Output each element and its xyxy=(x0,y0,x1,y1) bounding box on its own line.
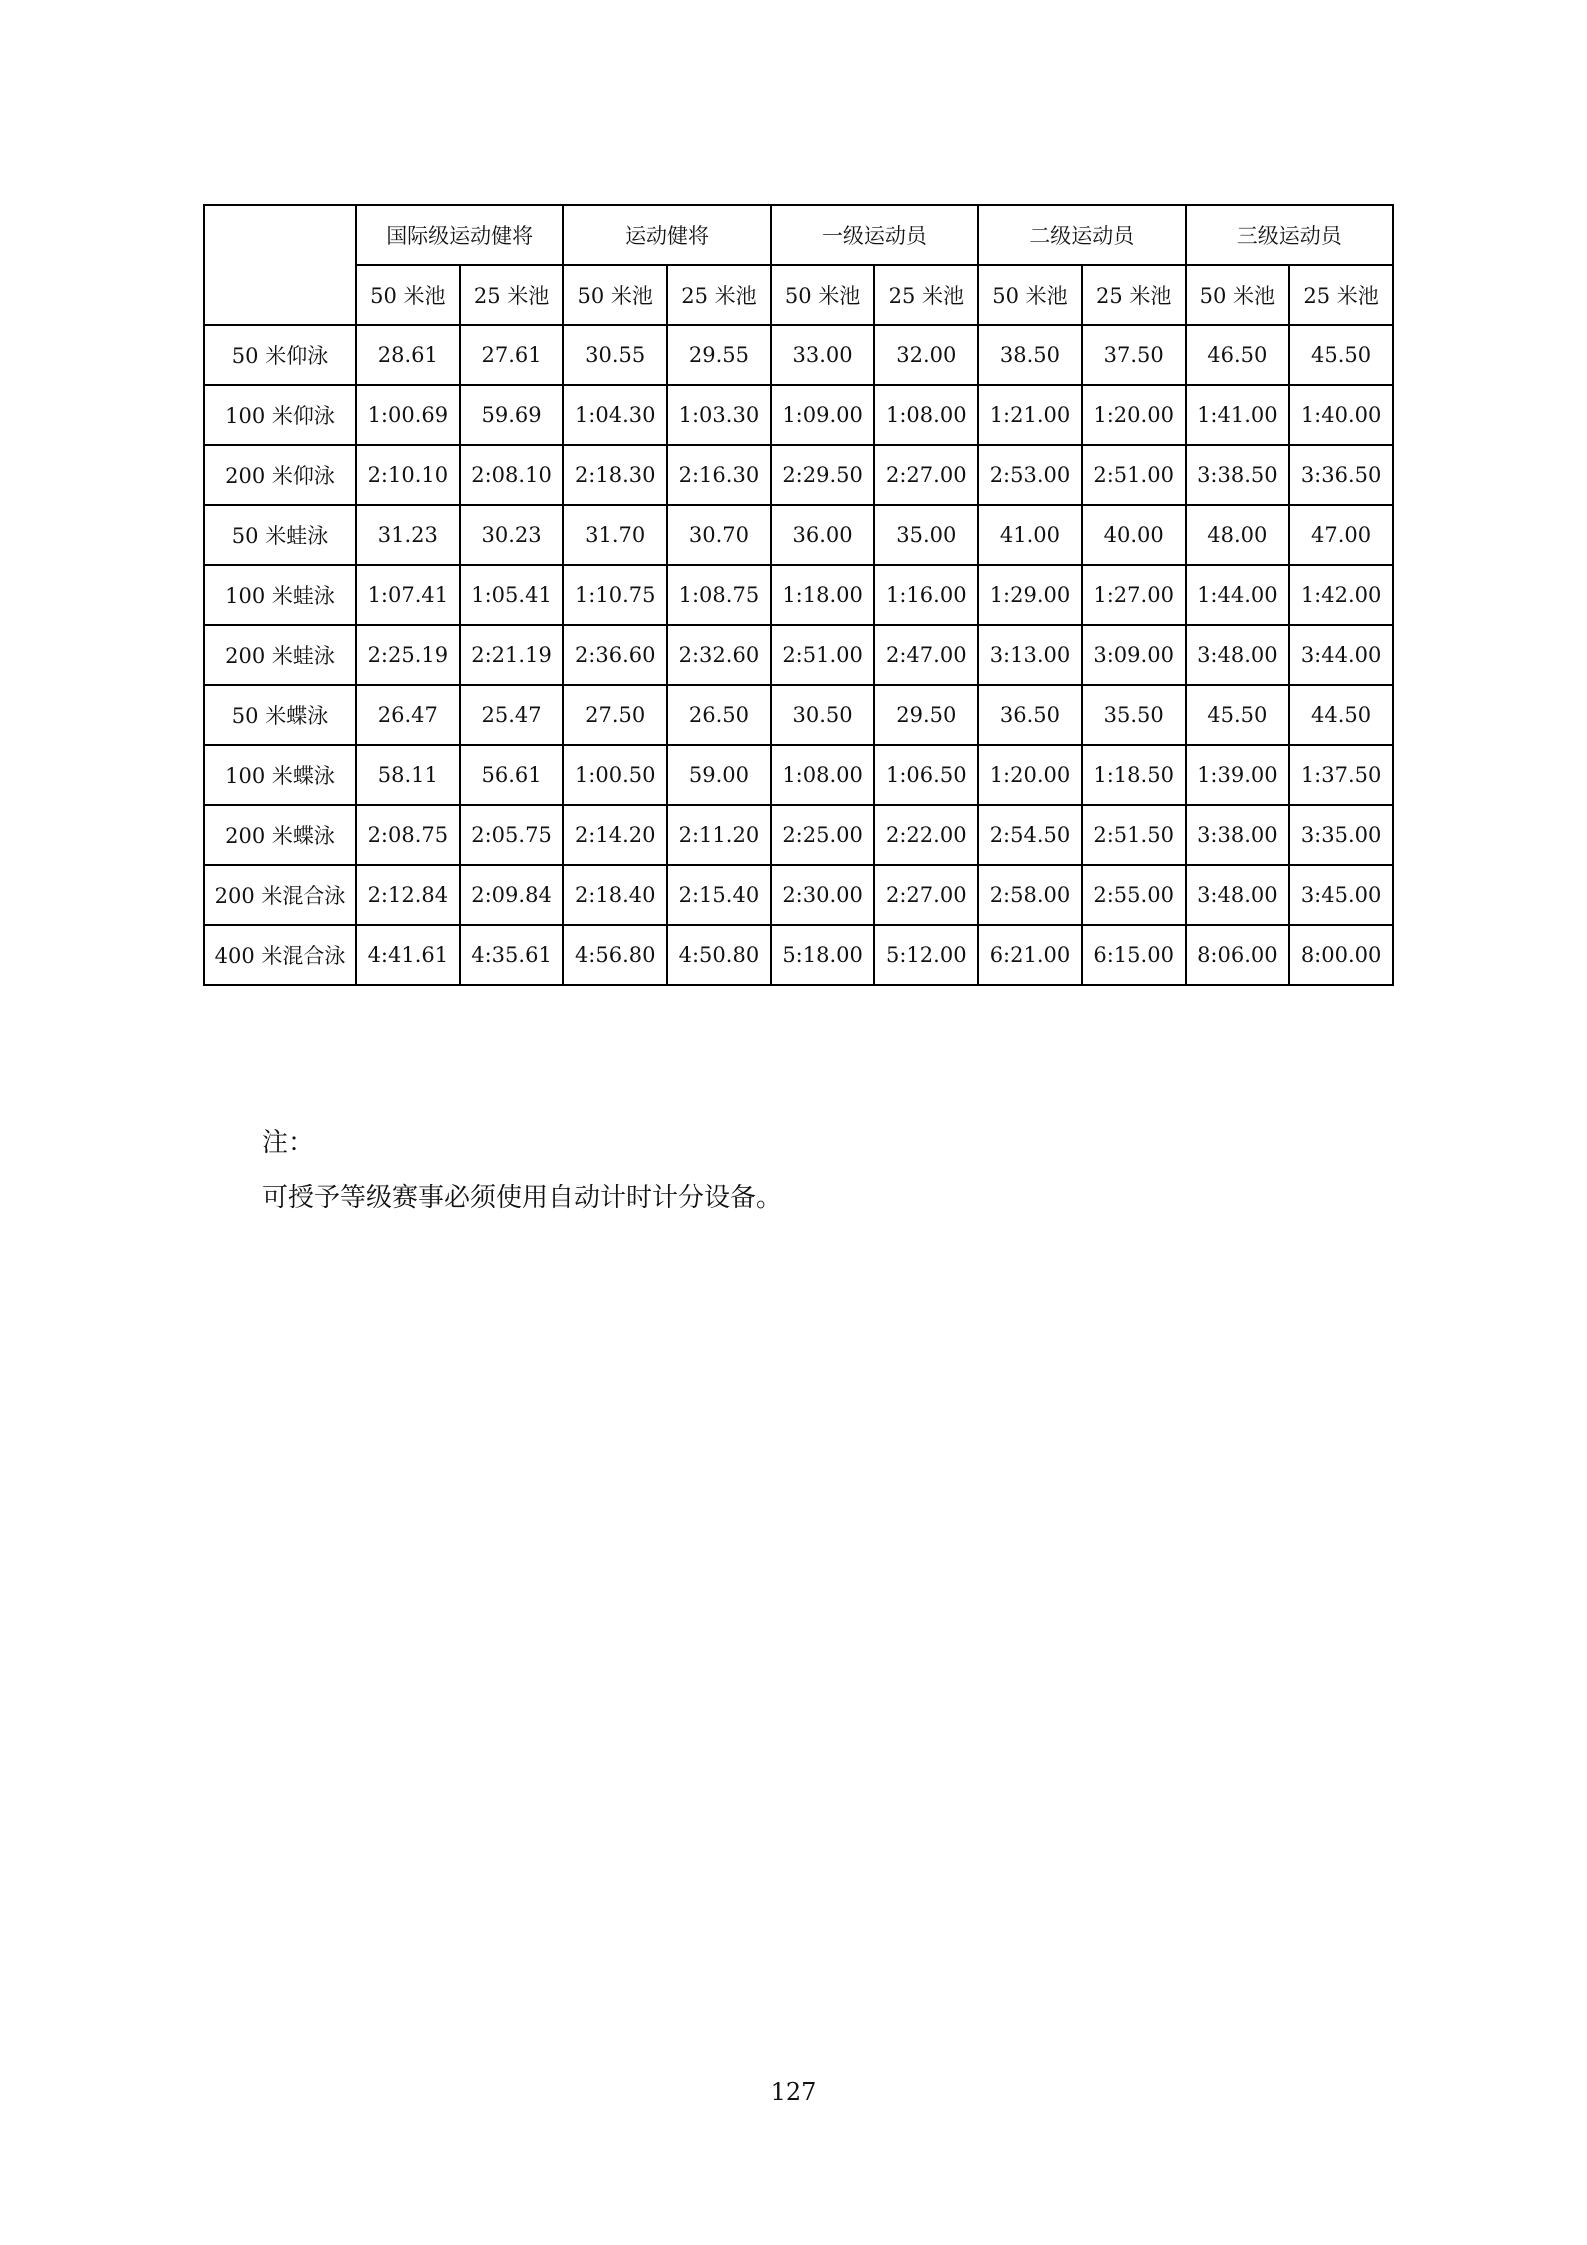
table-row xyxy=(204,805,1393,865)
header-pool-cell: 25 米池 xyxy=(1082,265,1186,325)
event-name-cell: 100 米蝶泳 xyxy=(204,745,356,805)
header-pool-cell: 50 米池 xyxy=(771,265,875,325)
time-cell: 2:32.60 xyxy=(667,625,771,685)
time-cell: 29.50 xyxy=(874,685,978,745)
event-name-cell: 200 米蛙泳 xyxy=(204,625,356,685)
time-cell: 2:18.40 xyxy=(563,865,667,925)
time-cell: 5:12.00 xyxy=(874,925,978,985)
time-cell: 3:44.00 xyxy=(1289,625,1393,685)
time-cell: 30.23 xyxy=(460,505,564,565)
table-row xyxy=(204,325,1393,385)
time-cell: 26.47 xyxy=(356,685,460,745)
time-cell: 1:00.69 xyxy=(356,385,460,445)
table-row xyxy=(204,685,1393,745)
time-cell: 2:53.00 xyxy=(978,445,1082,505)
time-cell: 46.50 xyxy=(1186,325,1290,385)
time-cell: 58.11 xyxy=(356,745,460,805)
table-row xyxy=(204,745,1393,805)
header-pool-cell: 50 米池 xyxy=(563,265,667,325)
time-cell: 2:05.75 xyxy=(460,805,564,865)
header-corner-cell xyxy=(204,205,356,325)
time-cell: 1:08.00 xyxy=(874,385,978,445)
time-cell: 59.00 xyxy=(667,745,771,805)
time-cell: 37.50 xyxy=(1082,325,1186,385)
time-cell: 2:15.40 xyxy=(667,865,771,925)
header-pool-cell: 25 米池 xyxy=(1289,265,1393,325)
header-pool-cell: 25 米池 xyxy=(874,265,978,325)
time-cell: 2:30.00 xyxy=(771,865,875,925)
time-cell: 2:18.30 xyxy=(563,445,667,505)
time-cell: 1:39.00 xyxy=(1186,745,1290,805)
time-cell: 30.55 xyxy=(563,325,667,385)
time-cell: 30.70 xyxy=(667,505,771,565)
header-level-cell: 一级运动员 xyxy=(771,205,978,265)
time-cell: 3:48.00 xyxy=(1186,865,1290,925)
time-cell: 28.61 xyxy=(356,325,460,385)
time-cell: 2:47.00 xyxy=(874,625,978,685)
event-name-cell: 200 米仰泳 xyxy=(204,445,356,505)
time-cell: 31.70 xyxy=(563,505,667,565)
time-cell: 1:18.00 xyxy=(771,565,875,625)
header-level-cell: 三级运动员 xyxy=(1186,205,1394,265)
header-level-cell: 国际级运动健将 xyxy=(356,205,563,265)
time-cell: 29.55 xyxy=(667,325,771,385)
header-row-levels xyxy=(204,205,1393,265)
time-cell: 2:54.50 xyxy=(978,805,1082,865)
time-cell: 35.50 xyxy=(1082,685,1186,745)
standards-table-container xyxy=(203,204,1394,986)
swimming-standards-table xyxy=(203,204,1394,986)
time-cell: 31.23 xyxy=(356,505,460,565)
time-cell: 1:29.00 xyxy=(978,565,1082,625)
time-cell: 2:55.00 xyxy=(1082,865,1186,925)
time-cell: 2:51.50 xyxy=(1082,805,1186,865)
time-cell: 4:50.80 xyxy=(667,925,771,985)
time-cell: 36.50 xyxy=(978,685,1082,745)
time-cell: 1:05.41 xyxy=(460,565,564,625)
time-cell: 1:20.00 xyxy=(1082,385,1186,445)
time-cell: 1:20.00 xyxy=(978,745,1082,805)
table-row xyxy=(204,925,1393,985)
time-cell: 8:06.00 xyxy=(1186,925,1290,985)
time-cell: 8:00.00 xyxy=(1289,925,1393,985)
time-cell: 40.00 xyxy=(1082,505,1186,565)
time-cell: 3:38.00 xyxy=(1186,805,1290,865)
time-cell: 1:16.00 xyxy=(874,565,978,625)
time-cell: 27.50 xyxy=(563,685,667,745)
time-cell: 4:35.61 xyxy=(460,925,564,985)
time-cell: 59.69 xyxy=(460,385,564,445)
time-cell: 1:41.00 xyxy=(1186,385,1290,445)
event-name-cell: 400 米混合泳 xyxy=(204,925,356,985)
header-pool-cell: 50 米池 xyxy=(356,265,460,325)
time-cell: 3:48.00 xyxy=(1186,625,1290,685)
time-cell: 1:42.00 xyxy=(1289,565,1393,625)
header-pool-cell: 50 米池 xyxy=(978,265,1082,325)
table-row xyxy=(204,385,1393,445)
table-row xyxy=(204,865,1393,925)
time-cell: 30.50 xyxy=(771,685,875,745)
header-pool-cell: 25 米池 xyxy=(667,265,771,325)
time-cell: 2:21.19 xyxy=(460,625,564,685)
time-cell: 27.61 xyxy=(460,325,564,385)
time-cell: 2:10.10 xyxy=(356,445,460,505)
time-cell: 1:08.00 xyxy=(771,745,875,805)
header-row-pools xyxy=(204,265,1393,325)
time-cell: 3:45.00 xyxy=(1289,865,1393,925)
table-row xyxy=(204,625,1393,685)
event-name-cell: 200 米混合泳 xyxy=(204,865,356,925)
time-cell: 2:27.00 xyxy=(874,445,978,505)
time-cell: 56.61 xyxy=(460,745,564,805)
time-cell: 1:44.00 xyxy=(1186,565,1290,625)
time-cell: 6:15.00 xyxy=(1082,925,1186,985)
time-cell: 32.00 xyxy=(874,325,978,385)
event-name-cell: 50 米仰泳 xyxy=(204,325,356,385)
table-row xyxy=(204,445,1393,505)
time-cell: 3:38.50 xyxy=(1186,445,1290,505)
time-cell: 1:21.00 xyxy=(978,385,1082,445)
time-cell: 1:37.50 xyxy=(1289,745,1393,805)
time-cell: 2:12.84 xyxy=(356,865,460,925)
event-name-cell: 100 米仰泳 xyxy=(204,385,356,445)
event-name-cell: 50 米蛙泳 xyxy=(204,505,356,565)
time-cell: 3:09.00 xyxy=(1082,625,1186,685)
event-name-cell: 100 米蛙泳 xyxy=(204,565,356,625)
time-cell: 6:21.00 xyxy=(978,925,1082,985)
time-cell: 2:51.00 xyxy=(1082,445,1186,505)
time-cell: 1:08.75 xyxy=(667,565,771,625)
time-cell: 4:56.80 xyxy=(563,925,667,985)
page-number: 127 xyxy=(770,2078,817,2106)
time-cell: 1:03.30 xyxy=(667,385,771,445)
time-cell: 45.50 xyxy=(1289,325,1393,385)
time-cell: 1:10.75 xyxy=(563,565,667,625)
time-cell: 26.50 xyxy=(667,685,771,745)
time-cell: 2:58.00 xyxy=(978,865,1082,925)
time-cell: 45.50 xyxy=(1186,685,1290,745)
table-row xyxy=(204,505,1393,565)
time-cell: 1:04.30 xyxy=(563,385,667,445)
header-level-cell: 二级运动员 xyxy=(978,205,1185,265)
time-cell: 1:00.50 xyxy=(563,745,667,805)
time-cell: 3:35.00 xyxy=(1289,805,1393,865)
note-title: 注： xyxy=(262,1128,315,1158)
time-cell: 2:22.00 xyxy=(874,805,978,865)
time-cell: 2:36.60 xyxy=(563,625,667,685)
time-cell: 36.00 xyxy=(771,505,875,565)
note-text: 可授予等级赛事必须使用自动计时计分设备。 xyxy=(262,1183,783,1213)
event-name-cell: 50 米蝶泳 xyxy=(204,685,356,745)
header-pool-cell: 50 米池 xyxy=(1186,265,1290,325)
time-cell: 1:40.00 xyxy=(1289,385,1393,445)
time-cell: 2:16.30 xyxy=(667,445,771,505)
time-cell: 2:29.50 xyxy=(771,445,875,505)
time-cell: 25.47 xyxy=(460,685,564,745)
time-cell: 2:09.84 xyxy=(460,865,564,925)
time-cell: 1:09.00 xyxy=(771,385,875,445)
time-cell: 2:08.75 xyxy=(356,805,460,865)
time-cell: 2:51.00 xyxy=(771,625,875,685)
time-cell: 5:18.00 xyxy=(771,925,875,985)
time-cell: 1:06.50 xyxy=(874,745,978,805)
time-cell: 2:25.00 xyxy=(771,805,875,865)
time-cell: 1:27.00 xyxy=(1082,565,1186,625)
time-cell: 48.00 xyxy=(1186,505,1290,565)
time-cell: 33.00 xyxy=(771,325,875,385)
time-cell: 1:18.50 xyxy=(1082,745,1186,805)
time-cell: 38.50 xyxy=(978,325,1082,385)
header-pool-cell: 25 米池 xyxy=(460,265,564,325)
time-cell: 2:08.10 xyxy=(460,445,564,505)
header-level-cell: 运动健将 xyxy=(563,205,770,265)
time-cell: 2:27.00 xyxy=(874,865,978,925)
time-cell: 44.50 xyxy=(1289,685,1393,745)
time-cell: 2:14.20 xyxy=(563,805,667,865)
time-cell: 2:25.19 xyxy=(356,625,460,685)
time-cell: 3:13.00 xyxy=(978,625,1082,685)
event-name-cell: 200 米蝶泳 xyxy=(204,805,356,865)
time-cell: 35.00 xyxy=(874,505,978,565)
time-cell: 2:11.20 xyxy=(667,805,771,865)
time-cell: 1:07.41 xyxy=(356,565,460,625)
time-cell: 41.00 xyxy=(978,505,1082,565)
time-cell: 4:41.61 xyxy=(356,925,460,985)
time-cell: 3:36.50 xyxy=(1289,445,1393,505)
table-row xyxy=(204,565,1393,625)
time-cell: 47.00 xyxy=(1289,505,1393,565)
